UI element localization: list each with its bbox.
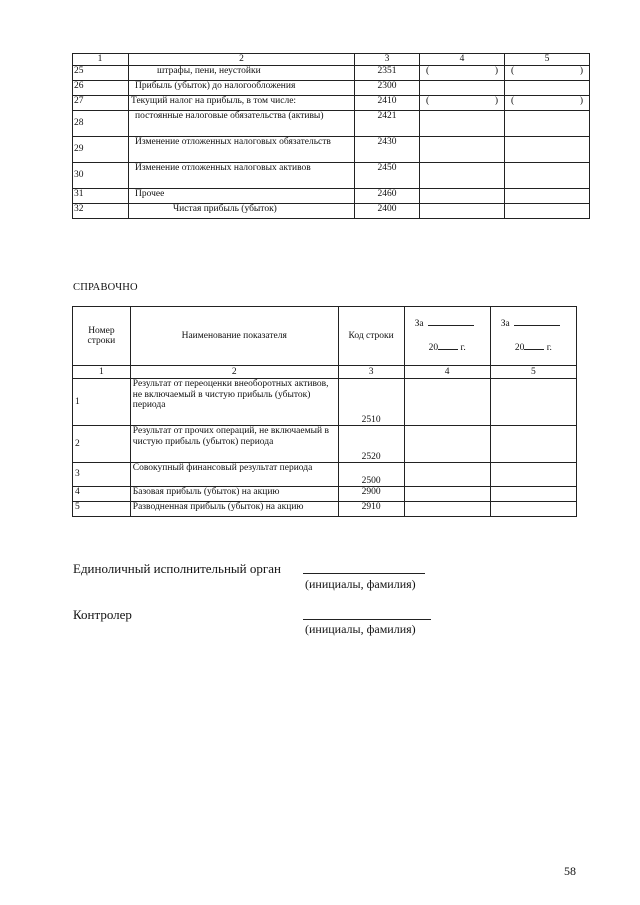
col-index: 5 — [490, 366, 576, 379]
za-label: За — [414, 318, 424, 329]
value-cell-previous[interactable] — [490, 426, 576, 463]
row-code: 2450 — [355, 162, 420, 188]
row-code: 2520 — [338, 426, 404, 463]
value-cell-current[interactable] — [404, 379, 490, 426]
col-header-name: Наименование показателя — [130, 307, 338, 366]
row-name: Прибыль (убыток) до налогообложения — [129, 80, 355, 95]
row-code: 2300 — [355, 80, 420, 95]
year-suffix: г. — [546, 343, 552, 353]
controller-label: Контролер — [73, 607, 132, 622]
financial-results-table — [72, 53, 590, 219]
col-header-period-current — [404, 307, 490, 366]
controller-signature-line[interactable] — [303, 619, 431, 620]
row-name: Текущий налог на прибыль, в том числе: — [129, 95, 355, 110]
table-row — [73, 110, 590, 136]
col-index: 1 — [73, 366, 131, 379]
value-cell-previous[interactable] — [505, 110, 590, 136]
col-header: 1 — [73, 54, 129, 66]
row-name: штрафы, пени, неустойки — [129, 65, 355, 80]
row-name: Результат от переоценки внеоборотных активов, не включаемый в чистую прибыль (убыток) периода — [130, 379, 338, 426]
row-number: 30 — [73, 162, 129, 188]
col-header: 2 — [129, 54, 355, 66]
year-suffix: г. — [460, 343, 466, 353]
paren-close: ) — [494, 65, 498, 76]
controller-initials-caption: (инициалы, фамилия) — [305, 622, 416, 636]
col-header-row-number: Номер строки — [73, 307, 131, 366]
row-name: Прочее — [129, 188, 355, 203]
row-code: 2500 — [338, 463, 404, 487]
row-name: Чистая прибыль (убыток) — [129, 203, 355, 218]
table-row — [73, 487, 577, 502]
row-code: 2351 — [355, 65, 420, 80]
paren-close: ) — [579, 95, 583, 106]
row-code: 2400 — [355, 203, 420, 218]
section-title: СПРАВОЧНО — [73, 282, 138, 293]
row-code: 2410 — [355, 95, 420, 110]
table-row — [73, 80, 590, 95]
row-number: 3 — [73, 463, 131, 487]
executive-signature-line[interactable] — [303, 573, 425, 574]
value-cell-current[interactable] — [404, 487, 490, 502]
table-header-row — [73, 54, 590, 66]
value-cell-previous[interactable] — [505, 162, 590, 188]
row-number: 32 — [73, 203, 129, 218]
za-label: За — [500, 318, 510, 329]
table-number-row — [73, 366, 577, 379]
table-row — [73, 203, 590, 218]
value-cell-current[interactable] — [420, 136, 505, 162]
paren-open: ( — [426, 65, 430, 76]
row-number: 5 — [73, 502, 131, 517]
table-row — [73, 65, 590, 80]
row-number: 1 — [73, 379, 131, 426]
row-name: постоянные налоговые обязательства (активы) — [129, 110, 355, 136]
table-row — [73, 502, 577, 517]
row-number: 31 — [73, 188, 129, 203]
col-index: 2 — [130, 366, 338, 379]
value-cell-previous[interactable] — [490, 463, 576, 487]
value-cell-previous[interactable] — [505, 136, 590, 162]
col-header: 4 — [420, 54, 505, 66]
paren-open: ( — [511, 65, 515, 76]
col-header: 3 — [355, 54, 420, 66]
row-number: 2 — [73, 426, 131, 463]
row-name: Изменение отложенных налоговых активов — [129, 162, 355, 188]
row-name: Результат от прочих операций, не включаемый в чистую прибыль (убыток) периода — [130, 426, 338, 463]
row-number: 29 — [73, 136, 129, 162]
value-cell-current[interactable] — [420, 162, 505, 188]
table-row — [73, 95, 590, 110]
col-index: 4 — [404, 366, 490, 379]
value-cell-previous[interactable] — [505, 95, 590, 110]
reference-table — [72, 306, 577, 517]
year-prefix: 20 — [514, 343, 525, 353]
row-code: 2510 — [338, 379, 404, 426]
row-number: 4 — [73, 487, 131, 502]
table-row — [73, 188, 590, 203]
executive-label: Единоличный исполнительный орган — [73, 561, 281, 576]
executive-initials-caption: (инициалы, фамилия) — [305, 577, 416, 591]
value-cell-previous[interactable] — [490, 502, 576, 517]
table-row — [73, 463, 577, 487]
value-cell-previous[interactable] — [490, 379, 576, 426]
row-name: Изменение отложенных налоговых обязательств — [129, 136, 355, 162]
value-cell-current[interactable] — [404, 426, 490, 463]
row-name: Базовая прибыль (убыток) на акцию — [130, 487, 338, 502]
col-index: 3 — [338, 366, 404, 379]
value-cell-current[interactable] — [404, 463, 490, 487]
value-cell-current[interactable] — [420, 65, 505, 80]
row-code: 2430 — [355, 136, 420, 162]
value-cell-previous[interactable] — [505, 203, 590, 218]
row-number: 28 — [73, 110, 129, 136]
row-number: 25 — [73, 65, 129, 80]
table-header-row — [73, 307, 577, 366]
table-row — [73, 379, 577, 426]
year-prefix: 20 — [428, 343, 439, 353]
value-cell-current[interactable] — [420, 188, 505, 203]
row-code: 2910 — [338, 502, 404, 517]
value-cell-current[interactable] — [404, 502, 490, 517]
paren-open: ( — [511, 95, 515, 106]
col-header-period-previous — [490, 307, 576, 366]
page-number: 58 — [564, 864, 576, 878]
value-cell-current[interactable] — [420, 80, 505, 95]
value-cell-current[interactable] — [420, 203, 505, 218]
row-name: Совокупный финансовый результат периода — [130, 463, 338, 487]
value-cell-previous[interactable] — [505, 65, 590, 80]
row-code: 2421 — [355, 110, 420, 136]
col-header-code: Код строки — [338, 307, 404, 366]
value-cell-current[interactable] — [420, 95, 505, 110]
value-cell-current[interactable] — [420, 110, 505, 136]
paren-open: ( — [426, 95, 430, 106]
row-code: 2460 — [355, 188, 420, 203]
row-name: Разводненная прибыль (убыток) на акцию — [130, 502, 338, 517]
row-number: 27 — [73, 95, 129, 110]
table-row — [73, 426, 577, 463]
col-header: 5 — [505, 54, 590, 66]
value-cell-previous[interactable] — [505, 80, 590, 95]
table-row — [73, 162, 590, 188]
paren-close: ) — [579, 65, 583, 76]
table-row — [73, 136, 590, 162]
value-cell-previous[interactable] — [490, 487, 576, 502]
row-number: 26 — [73, 80, 129, 95]
value-cell-previous[interactable] — [505, 188, 590, 203]
paren-close: ) — [494, 95, 498, 106]
row-code: 2900 — [338, 487, 404, 502]
